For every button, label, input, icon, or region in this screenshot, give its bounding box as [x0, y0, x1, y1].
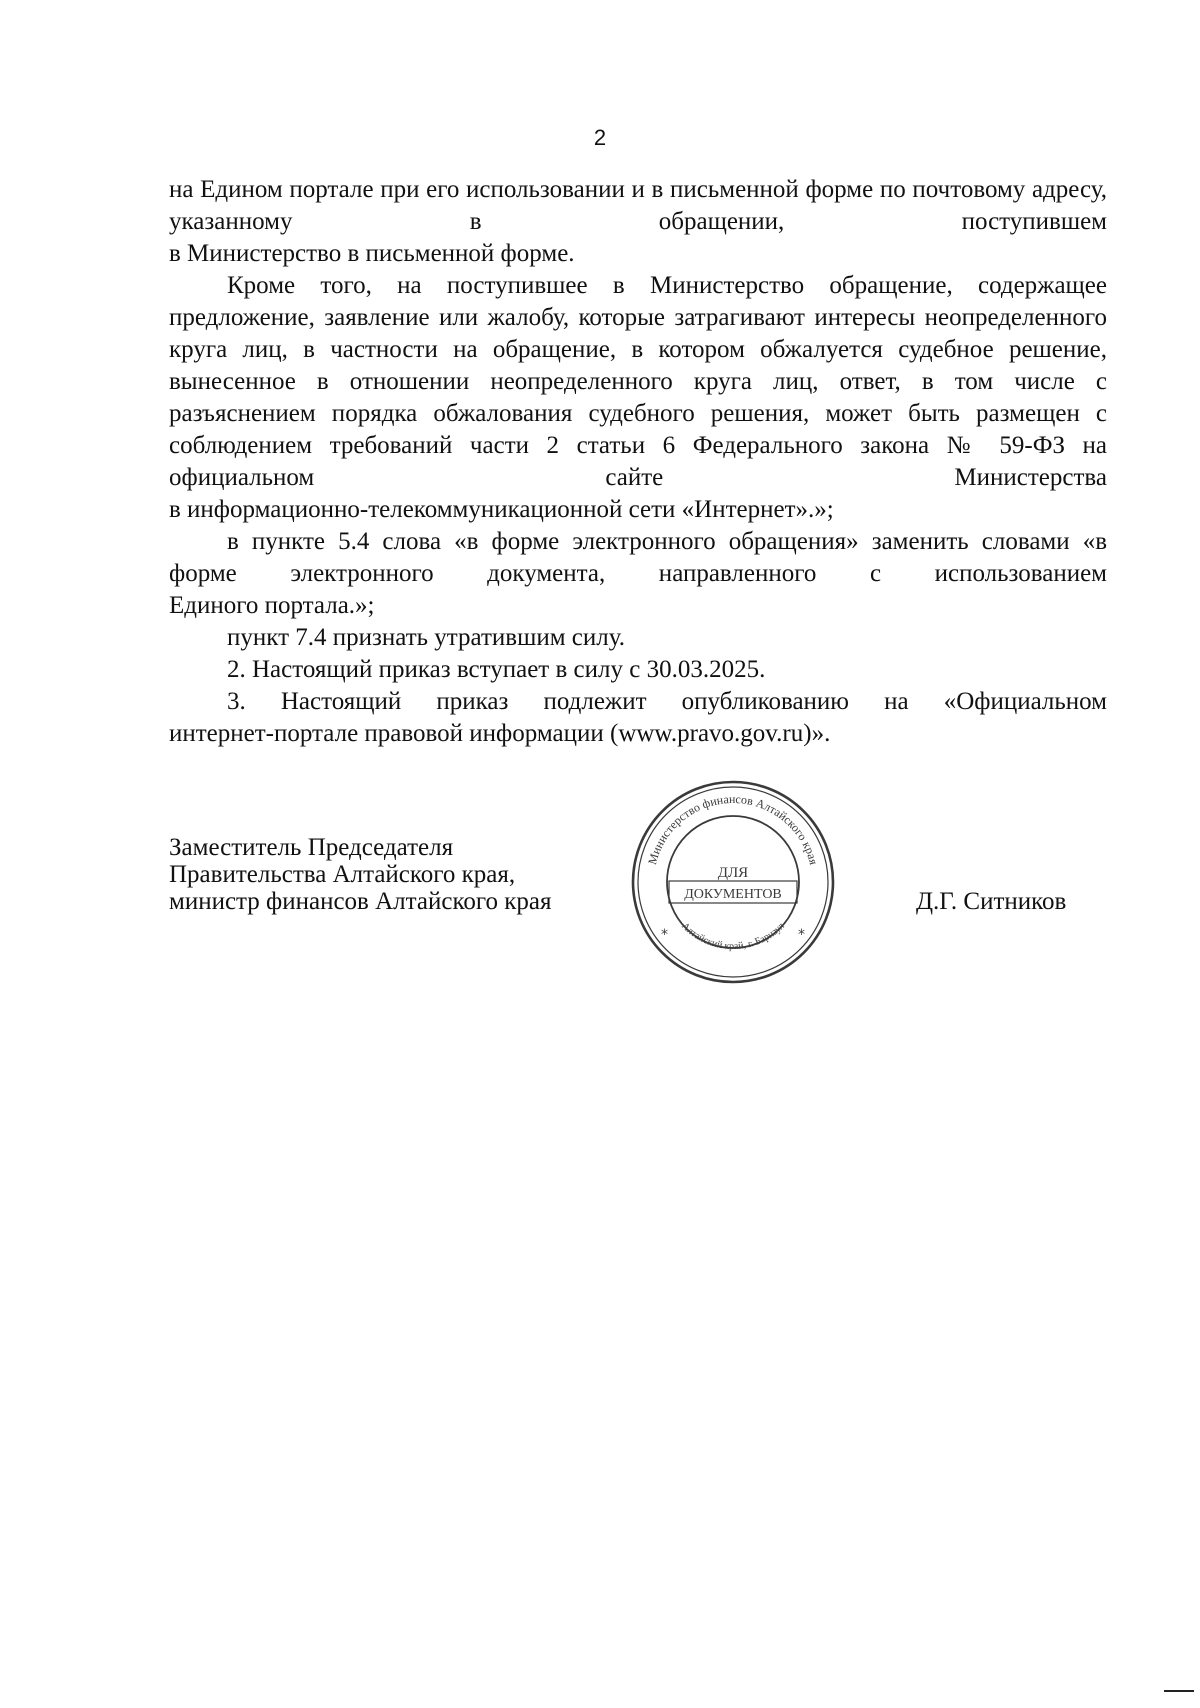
paragraph-item-3	[169, 686, 1107, 718]
paragraph-punkt-5-4-end	[169, 590, 1107, 622]
stamp-outer-text: Министерство финансов Алтайского края	[645, 791, 821, 867]
stamp-bottom-text: Алтайский край, г. Барнаул	[679, 920, 787, 953]
paragraph-item-3-end	[169, 718, 1107, 750]
scan-mark	[1164, 1690, 1194, 1692]
paragraph-continuation	[169, 174, 1107, 238]
stamp-center-line-2: ДОКУМЕНТОВ	[684, 887, 782, 902]
signatory-position	[169, 834, 609, 915]
text-line: в пункте 5.4 слова «в форме электронного обращения» заменить	[227, 528, 969, 555]
document-body	[169, 174, 1107, 750]
text-line: судебное решение, вынесенное в отношении неопределенного круга лиц,	[169, 336, 1108, 395]
position-line: министр финансов Алтайского края	[169, 888, 552, 915]
stamp-center-line-1: ДЛЯ	[717, 865, 749, 881]
text-line: в информационно-телекоммуникационной сети «Интернет».»;	[169, 496, 834, 523]
paragraph-punkt-7-4	[169, 622, 1107, 654]
stamp-star-right: *	[798, 927, 805, 943]
official-stamp	[628, 777, 838, 987]
text-line: неопределенного круга лиц, в частности на обращение, в котором обжалуется	[169, 304, 1107, 363]
text-line: в Министерство в письменной форме.	[169, 240, 575, 267]
text-line: 6 Федерального закона № 59-ФЗ на официальном сайте Министерства	[169, 432, 1108, 491]
text-line: 2. Настоящий приказ вступает в силу с 30.03.2025.	[227, 656, 766, 683]
text-line: Единого портала.»;	[169, 592, 375, 619]
text-line: на Едином портале при его использовании и в письменной форме	[169, 176, 874, 203]
stamp-star-left: *	[661, 927, 668, 943]
paragraph-kroome-togo-end	[169, 494, 1107, 526]
text-line: предложение, заявление или жалобу, которые затрагивают интересы	[169, 304, 916, 331]
text-line: ответ, в том числе с разъяснением порядка обжалования судебного решения,	[169, 368, 1108, 427]
text-line: интернет-портале правовой информации (www.pravo.gov.ru)».	[169, 720, 831, 747]
position-line: Заместитель Председателя	[169, 834, 454, 861]
text-line: словами «в форме электронного документа, направленного с использованием	[169, 528, 1108, 587]
text-line: Кроме того, на поступившее в Министерство обращение, содержащее	[227, 272, 1107, 299]
paragraph-kroome-togo	[169, 270, 1107, 494]
signer-name: Д.Г. Ситников	[916, 888, 1067, 915]
text-line: пункт 7.4 признать утратившим силу.	[227, 624, 625, 651]
text-line: 3. Настоящий приказ подлежит опубликованию на «Официальном	[227, 688, 1107, 715]
position-line: Правительства Алтайского края,	[169, 861, 516, 888]
paragraph-punkt-5-4	[169, 526, 1107, 590]
paragraph-item-2	[169, 654, 1107, 686]
page-number: 2	[593, 125, 607, 150]
text-line: по почтовому адресу, указанному в обращении, поступившем	[169, 176, 1108, 235]
paragraph-continuation-end	[169, 238, 1107, 270]
text-line: может быть размещен с соблюдением требований части 2 статьи	[169, 400, 1108, 459]
